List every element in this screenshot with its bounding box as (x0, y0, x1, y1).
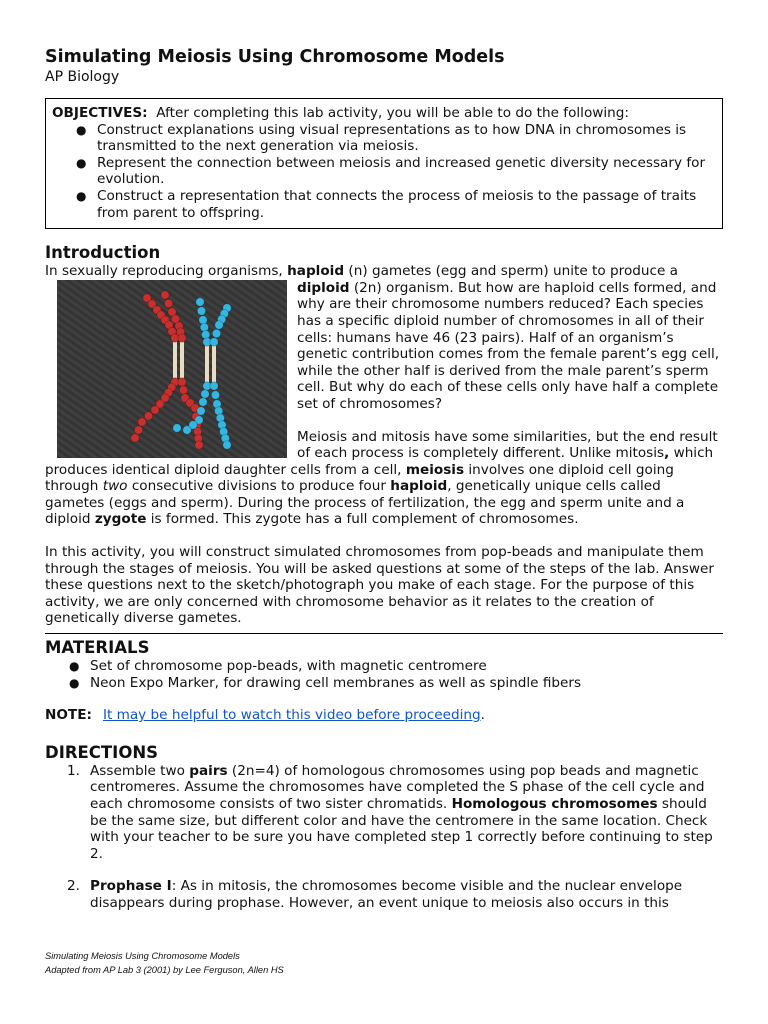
bead-illustration (57, 280, 287, 458)
bead (211, 391, 219, 399)
note-line (45, 707, 723, 724)
intro-text: (2n) organism. But how are haploid cells formed, and why are their chromosome numbers reduced? Each species has a specific diploid number of chromosomes in all of their cells: humans have 46 (23 pairs). Half of an organism’s genetic contribution comes from the female parent’s egg cell, while the other half is derived from the male parent’s sperm cell. But why do each of these cells only have half a complete set of chromosomes? (297, 279, 720, 412)
objective-item (52, 122, 716, 155)
objectives-intro-line (52, 105, 716, 122)
bead (215, 321, 223, 329)
bead (212, 329, 220, 337)
spacer (45, 528, 723, 544)
intro-first-line (45, 263, 723, 280)
bullet-icon: ● (76, 155, 87, 170)
objective-text: Construct a representation that connects the process of meiosis to the passage of traits from parent to offspring. (97, 187, 697, 221)
bead (179, 386, 187, 394)
intro-bold-comma: , (664, 445, 670, 462)
step-bold-pairs: pairs (189, 762, 228, 779)
document-page (45, 46, 723, 912)
bullet-icon: ● (69, 659, 80, 674)
section-divider (45, 633, 723, 634)
bead (199, 316, 207, 324)
objectives-label: OBJECTIVES: (52, 105, 148, 121)
chromosome-bead-photo (57, 280, 287, 458)
bead (178, 378, 186, 386)
step-number: 2. (67, 878, 80, 895)
intro-bold-meiosis: meiosis (405, 461, 465, 478)
step-text: : As in mitosis, the chromosomes become visible and the nuclear envelope disappears during prophase. However, an event unique to meiosis also occurs in this (90, 878, 683, 911)
step-text: (2n=4) of homologous chromosomes using pop beads and magnetic centromeres. Assume the chromosomes have completed the S phase of the cell cycle and each chromosome consists of two sister chromatids. (90, 762, 705, 812)
objective-item (52, 188, 716, 221)
materials-list (45, 658, 723, 691)
note-label: NOTE: (45, 707, 92, 724)
objective-text: Represent the connection between meiosis and increased genetic diversity necessary for evolution. (97, 154, 706, 188)
intro-text: Meiosis and mitosis have some similarities, but the end result of each process is completely different. Unlike mitosis (297, 428, 718, 462)
bead (196, 298, 204, 306)
centromere (180, 338, 184, 382)
bullet-icon: ● (76, 188, 87, 203)
intro-text: is formed. This zygote has a full complement of chromosomes. (146, 511, 579, 528)
note-period: . (480, 707, 485, 724)
bead (144, 412, 152, 420)
bead (134, 426, 142, 434)
bead (201, 390, 209, 398)
intro-text: (n) gametes (egg and sperm) unite to produce a (344, 263, 678, 280)
centromere (212, 342, 216, 386)
material-item (45, 658, 723, 675)
bead (197, 407, 205, 415)
intro-italic-two: two (102, 478, 128, 495)
objectives-list (52, 122, 716, 222)
bead (201, 330, 209, 338)
bead (173, 424, 181, 432)
intro-bold-diploid: diploid (297, 279, 350, 296)
intro-bold-haploid: haploid (390, 478, 448, 495)
document-title: Simulating Meiosis Using Chromosome Models (45, 47, 505, 67)
bullet-icon: ● (69, 675, 80, 690)
step-text: Assemble two (90, 762, 190, 779)
bead (210, 338, 218, 346)
intro-paragraph-3: In this activity, you will construct simulated chromosomes from pop-beads and manipulate them through the stages of meiosis. You will be asked questions at some of the steps of the lab. Answer these questions next to the sketch/photograph you make of each stage. For the purpose of this activity, we are only concerned with chromosome behavior as it relates to the creation of genetically diverse gametes. (45, 544, 714, 627)
bead (200, 323, 208, 331)
material-item (45, 675, 723, 692)
objective-text: Construct explanations using visual representations as to how DNA in chromosomes is transmitted to the next generation via meiosis. (97, 121, 687, 155)
objectives-box (45, 98, 723, 229)
bead (197, 307, 205, 315)
bead (164, 299, 172, 307)
intro-text: In sexually reproducing organisms, (45, 263, 288, 280)
introduction-heading: Introduction (45, 243, 161, 263)
intro-text: , genetically unique cells called gametes (eggs and sperm). During the process of fertilization, the egg and sperm unite and a diploid (45, 478, 685, 528)
step-bold-homologous: Homologous chromosomes (451, 796, 658, 812)
bead (131, 434, 139, 442)
centromere (205, 342, 209, 386)
step-text: should be the same size, but different color and have the centromere in the same location. Check with your teacher to be sure you have completed step 1 correctly before continuing to step 2. (90, 796, 713, 862)
bead (210, 382, 218, 390)
bead (178, 334, 186, 342)
material-text: Neon Expo Marker, for drawing cell membranes as well as spindle fibers (90, 674, 582, 691)
intro-text: which produces identical diploid daughter cells from a cell, (45, 445, 714, 478)
page-footer (45, 950, 284, 977)
video-link[interactable]: It may be helpful to watch this video before proceeding (102, 707, 481, 724)
footer-line-1: Simulating Meiosis Using Chromosome Models (45, 951, 240, 961)
bead (223, 441, 231, 449)
directions-heading: DIRECTIONS (45, 742, 159, 762)
material-text: Set of chromosome pop-beads, with magnetic centromere (90, 658, 487, 675)
spacer (45, 862, 723, 878)
direction-step-2 (45, 878, 723, 911)
bead (195, 441, 203, 449)
intro-text: involves one diploid cell going through (45, 461, 674, 495)
step-bold-prophase: Prophase I (90, 878, 172, 895)
bullet-icon: ● (76, 122, 87, 137)
step-number: 1. (67, 762, 80, 779)
intro-bold-zygote: zygote (94, 511, 147, 528)
materials-heading: MATERIALS (45, 638, 150, 658)
bead (151, 406, 159, 414)
bead (183, 426, 191, 434)
objectives-intro: After completing this lab activity, you will be able to do the following: (156, 105, 629, 121)
objective-item (52, 155, 716, 188)
intro-text: consecutive divisions to produce four (127, 478, 391, 495)
bead (199, 398, 207, 406)
intro-bold-haploid: haploid (287, 263, 345, 280)
direction-step-1 (45, 763, 723, 863)
bead (161, 291, 169, 299)
document-subtitle: AP Biology (45, 69, 120, 85)
centromere (173, 338, 177, 382)
introduction-section (45, 263, 723, 627)
directions-list (45, 763, 723, 912)
bead (138, 418, 146, 426)
footer-line-2: Adapted from AP Lab 3 (2001) by Lee Ferguson, Allen HS (45, 964, 284, 975)
